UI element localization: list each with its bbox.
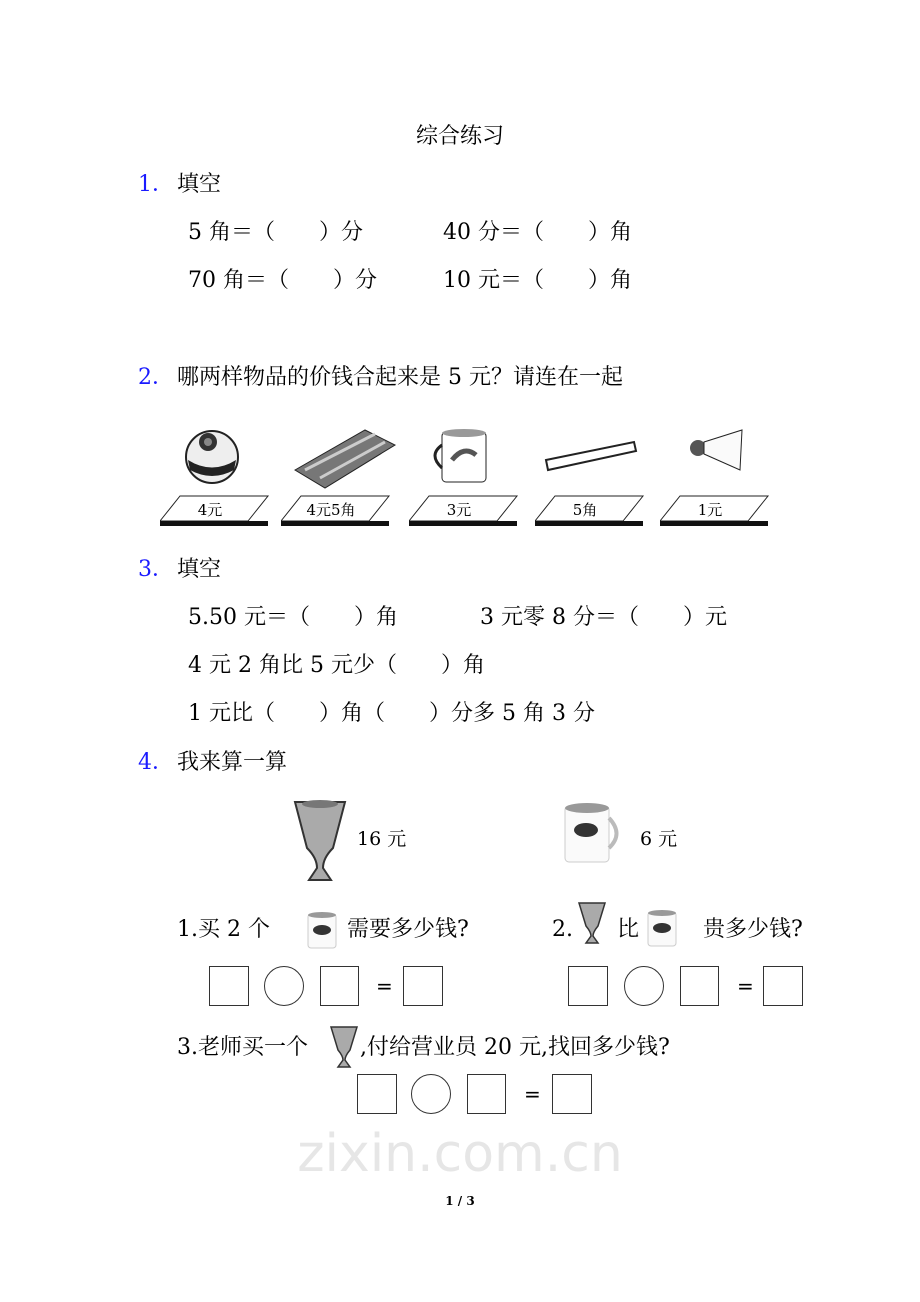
q3-text: ,付给营业员 20 元,找回多少钱? (360, 1035, 670, 1060)
trophy-icon (576, 900, 608, 946)
q2-text: 贵多少钱? (703, 917, 803, 942)
question-line: 3 元零 8 分＝（ ）元 (480, 605, 727, 630)
equals-sign: = (524, 1082, 541, 1106)
shuttlecock-icon (690, 430, 742, 470)
operator-circle[interactable] (264, 966, 304, 1006)
ruler-icon (546, 442, 636, 470)
price-label: 3元 (446, 501, 472, 519)
section-4-number: 4． (138, 750, 174, 775)
price-label: 4元5角 (306, 501, 356, 519)
equals-sign: = (737, 974, 754, 998)
section-2-heading: 哪两样物品的价钱合起来是 5 元？请连在一起 (177, 365, 623, 390)
price-tag (409, 493, 519, 527)
section-3-heading: 填空 (177, 557, 222, 582)
trophy-icon (285, 798, 355, 884)
section-3-number: 3． (138, 557, 174, 582)
page-number: 1 / 3 (445, 1194, 475, 1208)
price-label: 4元 (197, 501, 223, 519)
trophy-icon (328, 1024, 360, 1070)
q1-text: 需要多少钱? (347, 917, 469, 942)
crab-mug-icon (306, 910, 346, 950)
section-4-heading: 我来算一算 (177, 750, 288, 775)
mug-icon (435, 429, 486, 482)
answer-box[interactable] (763, 966, 803, 1006)
page-title: 综合练习 (415, 124, 504, 149)
section-1-heading: 填空 (177, 172, 222, 197)
price-label: 1元 (697, 501, 723, 519)
price-tag (660, 493, 770, 527)
price-tag (160, 493, 270, 527)
ball-icon (186, 431, 238, 483)
operator-circle[interactable] (624, 966, 664, 1006)
equals-sign: = (376, 974, 393, 998)
question-line: 5 角＝（ ）分 (188, 220, 363, 245)
price-tag (281, 493, 391, 527)
answer-box[interactable] (357, 1074, 397, 1114)
section-2-number: 2． (138, 365, 174, 390)
answer-box[interactable] (568, 966, 608, 1006)
operator-circle[interactable] (411, 1074, 451, 1114)
question-line: 10 元＝（ ）角 (443, 268, 632, 293)
answer-box[interactable] (320, 966, 359, 1006)
rug-icon (295, 430, 395, 488)
answer-box[interactable] (403, 966, 443, 1006)
question-line: 5.50 元＝（ ）角 (188, 605, 398, 630)
answer-box[interactable] (680, 966, 719, 1006)
crab-mug-icon (562, 800, 628, 866)
crab-mug-icon (646, 908, 686, 948)
question-line: 4 元 2 角比 5 元少（ ）角 (188, 653, 485, 678)
mug-price: 6 元 (640, 828, 678, 850)
q2-text: 比 (617, 917, 640, 942)
q2-text: 2. (552, 917, 573, 942)
q3-text: 3.老师买一个 (177, 1035, 308, 1060)
section-1-number: 1． (138, 172, 174, 197)
question-line: 40 分＝（ ）角 (443, 220, 632, 245)
q1-text: 1.买 2 个 (177, 917, 270, 942)
price-label: 5角 (572, 501, 598, 519)
question-line: 70 角＝（ ）分 (188, 268, 377, 293)
items-illustration (150, 420, 790, 495)
answer-box[interactable] (467, 1074, 506, 1114)
answer-box[interactable] (209, 966, 249, 1006)
answer-box[interactable] (552, 1074, 592, 1114)
watermark: zixin.com.cn (297, 1124, 623, 1184)
question-line: 1 元比（ ）角（ ）分多 5 角 3 分 (188, 701, 595, 726)
price-tag (535, 493, 645, 527)
trophy-price: 16 元 (357, 828, 407, 850)
